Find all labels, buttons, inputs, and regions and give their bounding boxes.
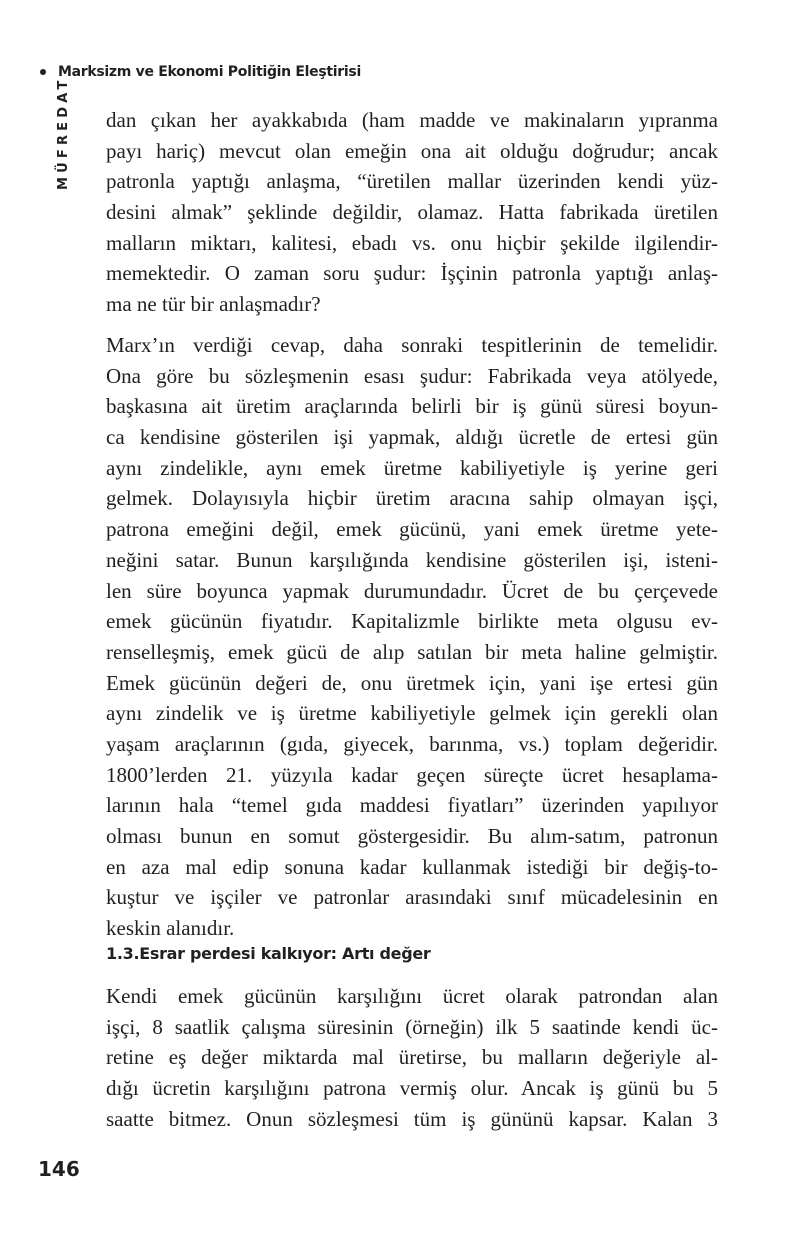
text-line: işçi, 8 saatlik çalışma süresinin (örneğin) ilk 5 saatinde kendi üc- bbox=[106, 1014, 718, 1039]
paragraph-3 bbox=[106, 981, 718, 1134]
text-line: len süre boyunca yapmak durumundadır. Ücret de bu çerçevede bbox=[106, 578, 718, 603]
page-number: 146 bbox=[38, 1157, 80, 1181]
text-line: desini almak” şeklinde değildir, olamaz. Hatta fabrikada üretilen bbox=[106, 200, 718, 225]
text-line: en aza mal edip sonuna kadar kullanmak istediği bir değiş-to- bbox=[106, 854, 718, 879]
text-line: başkasına ait üretim araçlarında belirli bir iş günü süresi boyun- bbox=[106, 394, 718, 419]
text-line: ma ne tür bir anlaşmadır? bbox=[106, 292, 321, 317]
text-line: gelmek. Dolayısıyla hiçbir üretim aracına sahip olmayan işçi, bbox=[106, 486, 718, 511]
text-line: larının hala “temel gıda maddesi fiyatları” üzerinden yapılıyor bbox=[106, 793, 718, 818]
text-line: malların miktarı, kalitesi, ebadı vs. onu hiçbir şekilde ilgilendir- bbox=[106, 230, 718, 255]
paragraph-1 bbox=[106, 105, 718, 320]
running-header bbox=[38, 64, 361, 80]
text-line: emek gücünün fiyatıdır. Kapitalizmle birlikte meta olgusu ev- bbox=[106, 609, 718, 634]
text-line: neğini satar. Bunun karşılığında kendisine gösterilen işi, isteni- bbox=[106, 547, 718, 572]
section-heading: 1.3.Esrar perdesi kalkıyor: Artı değer bbox=[106, 944, 431, 963]
text-line: keskin alanıdır. bbox=[106, 916, 235, 941]
text-line: retine eş değer miktarda mal üretirse, bu malların değeriyle al- bbox=[106, 1045, 718, 1070]
text-line: memektedir. O zaman soru şudur: İşçinin patronla yaptığı anlaş- bbox=[106, 261, 718, 286]
text-line: Ona göre bu sözleşmenin esası şudur: Fabrikada veya atölyede, bbox=[106, 363, 718, 388]
text-line: renselleşmiş, emek gücü de alıp satılan bir meta haline gelmiştir. bbox=[106, 639, 718, 664]
text-line: yaşam araçlarının (gıda, giyecek, barınma, vs.) toplam değeridir. bbox=[106, 731, 718, 756]
text-line: patrona emeğini değil, emek gücünü, yani emek üretme yete- bbox=[106, 517, 718, 542]
running-header-title: Marksizm ve Ekonomi Politiğin Eleştirisi bbox=[58, 64, 361, 80]
text-line: 1800’lerden 21. yüzyıla kadar geçen süreçte ücret hesaplama- bbox=[106, 762, 718, 787]
text-line: ca kendisine gösterilen işi yapmak, aldığı ücretle de ertesi gün bbox=[106, 425, 718, 450]
text-line: saatte bitmez. Onun sözleşmesi tüm iş gününü kapsar. Kalan 3 bbox=[106, 1106, 718, 1131]
text-line: Marx’ın verdiği cevap, daha sonraki tespitlerinin de temelidir. bbox=[106, 333, 718, 357]
text-line: Kendi emek gücünün karşılığını ücret olarak patrondan alan bbox=[106, 984, 718, 1008]
text-line: Emek gücünün değeri de, onu üretmek için, yani işe ertesi gün bbox=[106, 670, 718, 695]
text-line: patronla yaptığı anlaşma, “üretilen mallar üzerinden kendi yüz- bbox=[106, 169, 718, 194]
paragraph-2 bbox=[106, 330, 718, 944]
text-line: aynı zindelik ve iş üretme kabiliyetiyle gelmek için gerekli olan bbox=[106, 701, 718, 726]
side-label: MÜFREDAT bbox=[56, 76, 71, 190]
text-line: kuştur ve işçiler ve patronlar arasındaki sınıf mücadelesinin en bbox=[106, 885, 718, 910]
text-line: aynı zindelikle, aynı emek üretme kabiliyetiyle iş yerine geri bbox=[106, 455, 718, 480]
text-line: olması bunun en somut göstergesidir. Bu alım-satım, patronun bbox=[106, 824, 718, 848]
text-line: dan çıkan her ayakkabıda (ham madde ve makinaların yıpranma bbox=[106, 108, 718, 132]
text-line: payı hariç) mevcut olan emeğin ona ait olduğu doğrudur; ancak bbox=[106, 138, 718, 163]
bullet-icon bbox=[40, 69, 46, 75]
text-line: dığı ücretin karşılığını patrona vermiş olur. Ancak iş günü bu 5 bbox=[106, 1076, 718, 1101]
